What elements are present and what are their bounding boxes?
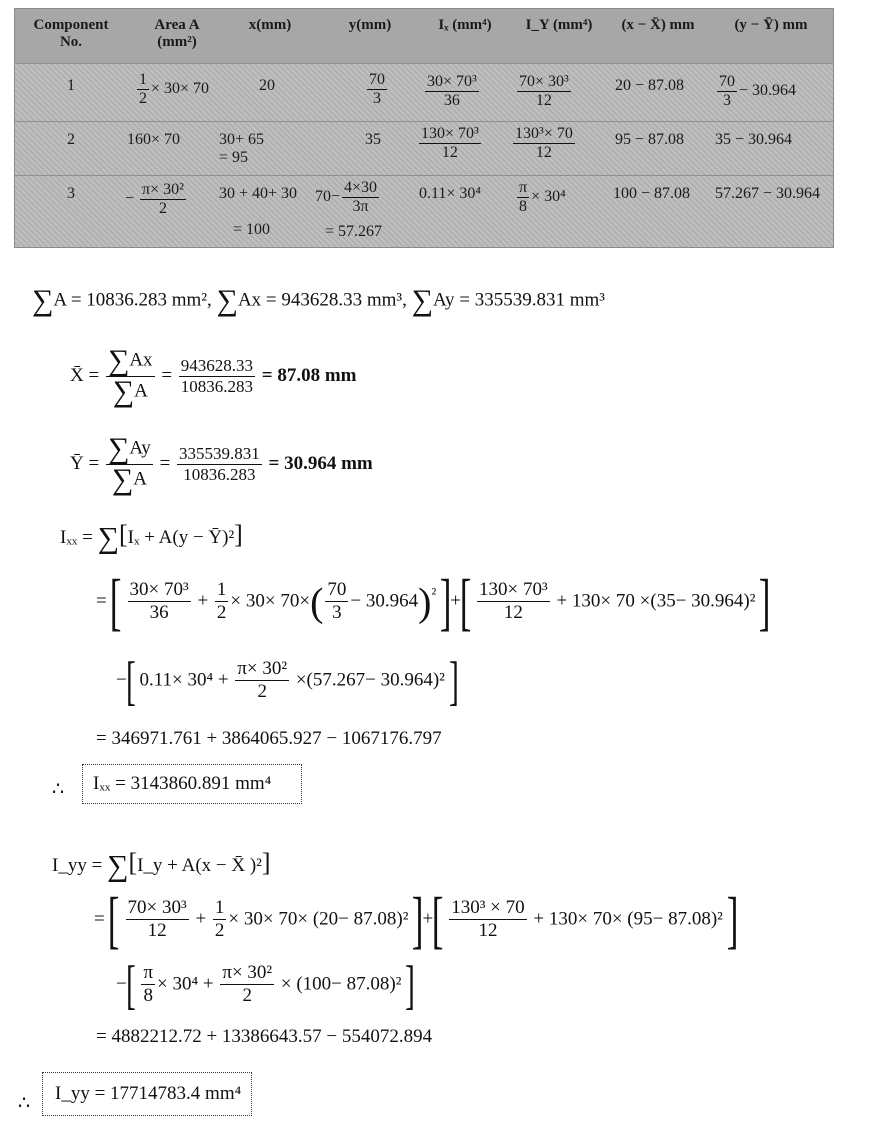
iyy-line2: −[ $\frac{\pi}{8}$ × 30⁴ + $\frac{\text{π× 30²}}{2}$ × (100− 87.08)² ] [116, 955, 416, 1015]
row2-ix: $\frac{\text{130× 70³}}{12}$ [421, 125, 479, 161]
ixx-line3: = 346971.761 + 3864065.927 − 1067176.797 [96, 728, 442, 749]
iyy-line3: = 4882212.72 + 13386643.57 − 554072.894 [96, 1026, 433, 1047]
row2-dy: 35 − 30.964 [715, 131, 793, 148]
row1-no: 1 [67, 77, 75, 94]
row3-y-result: = 57.267 [325, 223, 383, 240]
row3-no: 3 [67, 185, 75, 202]
ixx-therefore: ∴ [52, 779, 65, 800]
row1-dx: 20 − 87.08 [615, 77, 685, 94]
iyy-result-box: I_yy = 17714783.4 mm⁴ [42, 1072, 252, 1116]
header-area: Area A (mm²) [154, 17, 200, 50]
row2-y: 35 [365, 131, 381, 148]
header-dx: (x − X̄) mm [621, 17, 695, 33]
properties-table [14, 8, 834, 248]
ixx-line2: −[ 0.11× 30⁴ + $\frac{\text{π× 30²}}{2}$ ×(57.267− 30.964)² ] [116, 651, 459, 711]
row3-x: 30 + 40+ 30 = 100 [219, 185, 298, 238]
row3-dx: 100 − 87.08 [613, 185, 691, 202]
header-iy: I_Y (mm⁴) [525, 17, 593, 33]
header-ix: Iₓ (mm⁴) [438, 17, 492, 33]
ixx-result-box: Iₓₓ = 3143860.891 mm⁴ [82, 764, 302, 804]
header-dy: (y − Ȳ) mm [734, 17, 808, 33]
ixx-definition: Iₓₓ = ∑[Iₓ + A(y − Ȳ)²] [60, 520, 243, 555]
row1-ix: $\frac{\text{30× 70³}}{36}$ [427, 73, 477, 109]
row3-area: − $\frac{\text{π× 30²}}{2}$ [125, 181, 184, 217]
iyy-definition: I_yy = ∑[I_y + A(x − X̄ )²] [52, 848, 271, 883]
row1-dy: $\frac{70}{3}$ − 30.964 [719, 73, 797, 109]
xbar-equation: X̄ = $\frac{\sum Ax}{\sum A}$ = $\frac{943628.33}{10836.283}$ = 87.08 mm [70, 344, 357, 408]
header-x: x(mm) [248, 17, 292, 33]
row1-x: 20 [259, 77, 275, 94]
row1-iy: $\frac{\text{70× 30³}}{12}$ [519, 73, 569, 109]
ixx-line1: = [ $\frac{\text{30× 70³}}{36}$ + $\frac{1}{2}$ × 30× 70×( $\frac{70}{3}$ − 30.964)$^{^2}$ ]+[ $\frac{\text{130× 70³}}{12}$ + 130× 70 ×(35− 30.964)² ] [96, 566, 771, 637]
row3-iy: $\frac{\pi}{8}$ × 30⁴ [519, 179, 566, 215]
row3-ix: 0.11× 30⁴ [419, 185, 482, 202]
ybar-equation: Ȳ = $\frac{\sum Ay}{\sum A}$ = $\frac{335539.831}{10836.283}$ = 30.964 mm [70, 432, 373, 496]
row2-no: 2 [67, 131, 75, 148]
row3-y: 70− $\frac{4\times 30}{3\pi}$ [315, 179, 378, 215]
row-divider [15, 121, 833, 122]
row2-area: 160× 70 [127, 131, 181, 148]
row2-iy: $\frac{\text{130³× 70}}{12}$ [515, 125, 573, 161]
row3-dy: 57.267 − 30.964 [715, 185, 821, 202]
row1-y: $\frac{70}{3}$ [369, 71, 385, 107]
row1-area: $\frac{1}{2}$ × 30× 70 [139, 71, 210, 107]
header-y: y(mm) [348, 17, 392, 33]
sums-line: ∑A = 10836.283 mm², ∑Ax = 943628.33 mm³, ∑Ay = 335539.831 mm³ [32, 284, 605, 317]
row-divider [15, 175, 833, 176]
row2-x: 30+ 65 = 95 [219, 131, 265, 166]
header-component: Component No. [33, 17, 109, 50]
iyy-therefore: ∴ [18, 1093, 31, 1114]
iyy-line1: = [ $\frac{\text{70× 30³}}{12}$ + $\frac{1}{2}$ × 30× 70× (20− 87.08)² ]+[ $\frac{\text{130³ × 70}}{12}$ + 130× 70× (95− 87.08)² ] [94, 884, 739, 955]
row2-dx: 95 − 87.08 [615, 131, 685, 148]
